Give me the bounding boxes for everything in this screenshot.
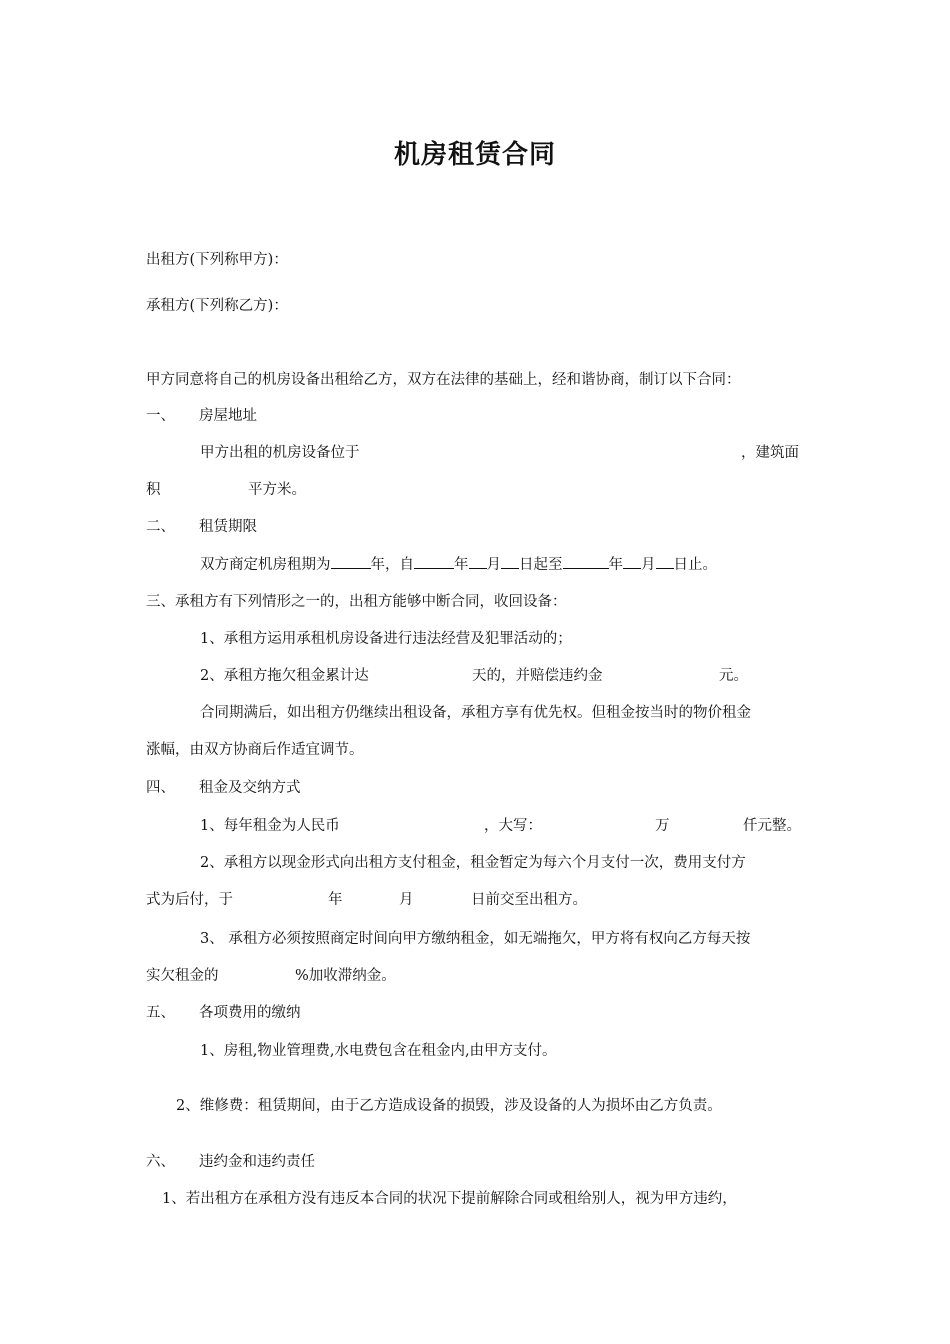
lessor-line: 出租方(下列称甲方)： bbox=[146, 252, 288, 268]
section-6-heading bbox=[146, 1152, 315, 1172]
lessee-line: 承租方(下列称乙方)： bbox=[146, 298, 288, 314]
s1-area-unit: 平方米。 bbox=[248, 482, 306, 498]
s2-month-2: 月 bbox=[641, 557, 656, 573]
blank-start-year bbox=[414, 554, 454, 569]
blank-end-day bbox=[656, 554, 674, 569]
section-6-title: 违约金和违约责任 bbox=[199, 1154, 315, 1170]
section-1-title: 房屋地址 bbox=[199, 408, 257, 424]
section-4-title: 租金及交纳方式 bbox=[199, 780, 301, 796]
section-1-heading bbox=[146, 406, 257, 426]
section-6-number: 六、 bbox=[146, 1154, 175, 1170]
s2-until-text: 日起至 bbox=[519, 557, 563, 573]
s4-item-3a: 3、 承租方必须按照商定时间向甲方缴纳租金，如无端拖欠，甲方将有权向乙方每天按 bbox=[200, 931, 751, 947]
section-2-number: 二、 bbox=[146, 519, 175, 535]
s3-item-2c: 元。 bbox=[719, 668, 748, 684]
s4-item-2e: 日前交至出租方。 bbox=[471, 892, 587, 908]
s3-item-1: 1、承租方运用承租机房设备进行违法经营及犯罪活动的； bbox=[200, 631, 572, 647]
section-5-title: 各项费用的缴纳 bbox=[199, 1005, 301, 1021]
s4-item-3b: 实欠租金的 bbox=[146, 968, 219, 984]
s3-item-2a: 2、承租方拖欠租金累计达 bbox=[200, 668, 369, 684]
section-2-title: 租赁期限 bbox=[199, 519, 257, 535]
s4-item-2b: 式为后付，于 bbox=[146, 892, 233, 908]
section-2-heading bbox=[146, 517, 257, 537]
s4-item-1c: 万 bbox=[655, 818, 670, 834]
blank-start-month bbox=[469, 554, 487, 569]
s2-year-1: 年 bbox=[454, 557, 469, 573]
blank-start-day bbox=[501, 554, 519, 569]
s5-item-1: 1、房租,物业管理费,水电费包含在租金内,由甲方支付。 bbox=[200, 1043, 557, 1059]
s4-item-1a: 1、每年租金为人民币 bbox=[200, 818, 340, 834]
blank-years bbox=[331, 554, 371, 569]
s4-item-3c: %加收滞纳金。 bbox=[295, 968, 396, 984]
s4-item-2c: 年 bbox=[328, 892, 343, 908]
s2-term-text: 双方商定机房租期为 bbox=[200, 557, 331, 573]
blank-end-year bbox=[563, 554, 609, 569]
section-5-number: 五、 bbox=[146, 1005, 175, 1021]
s4-item-2d: 月 bbox=[399, 892, 414, 908]
section-4-number: 四、 bbox=[146, 780, 175, 796]
s1-area-cont: 积 bbox=[146, 482, 161, 498]
s3-renewal-text-a: 合同期满后，如出租方仍继续出租设备，承租方享有优先权。但租金按当时的物价租金 bbox=[200, 705, 751, 721]
s2-end-text: 日止。 bbox=[673, 557, 717, 573]
s2-from-text: 年，自 bbox=[370, 557, 414, 573]
s2-month-1: 月 bbox=[486, 557, 501, 573]
s4-item-1d: 仟元整。 bbox=[743, 818, 801, 834]
section-3-heading: 三、承租方有下列情形之一的，出租方能够中断合同，收回设备： bbox=[146, 594, 567, 610]
s2-term-line bbox=[200, 554, 717, 575]
s3-renewal-line-2: 涨幅，由双方协商后作适宜调节。 bbox=[146, 742, 364, 758]
s1-address-text: 甲方出租的机房设备位于 bbox=[200, 445, 360, 461]
blank-end-month bbox=[623, 554, 641, 569]
s3-item-2b: 天的，并赔偿违约金 bbox=[472, 668, 603, 684]
document-title: 机房租赁合同 bbox=[393, 140, 556, 170]
s1-area-text: ，建筑面 bbox=[741, 445, 799, 461]
s2-year-2: 年 bbox=[608, 557, 623, 573]
section-1-number: 一、 bbox=[146, 408, 175, 424]
section-4-heading bbox=[146, 778, 301, 798]
section-5-heading bbox=[146, 1003, 301, 1023]
intro-paragraph: 甲方同意将自己的机房设备出租给乙方，双方在法律的基础上，经和谐协商，制订以下合同： bbox=[146, 372, 741, 388]
s4-item-2a: 2、承租方以现金形式向出租方支付租金，租金暂定为每六个月支付一次，费用支付方 bbox=[200, 855, 746, 871]
s6-item-1: 1、若出租方在承租方没有违反本合同的状况下提前解除合同或租给别人，视为甲方违约， bbox=[162, 1191, 737, 1207]
s4-item-1b: ，大写： bbox=[484, 818, 542, 834]
s5-item-2: 2、维修费：租赁期间，由于乙方造成设备的损毁，涉及设备的人为损坏由乙方负责。 bbox=[176, 1098, 722, 1114]
s3-renewal-line-1 bbox=[200, 703, 806, 723]
